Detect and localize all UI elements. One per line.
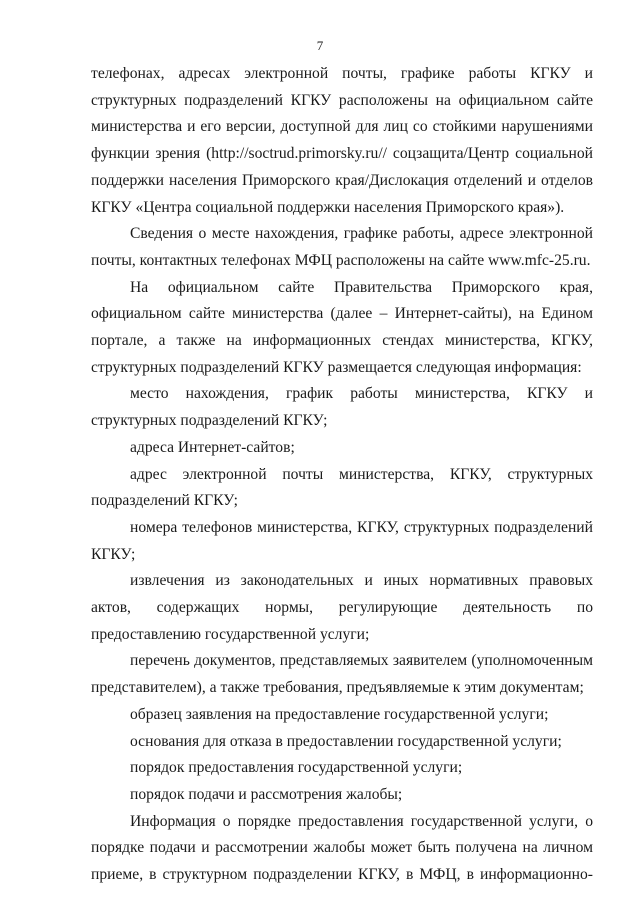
paragraph: номера телефонов министерства, КГКУ, структурных подразделений КГКУ; [91,518,593,563]
page-number: 7 [316,38,324,53]
paragraph: перечень документов, представляемых заявителем (уполномоченным представителем), а также требования, предъявляемые к этим документам; [91,652,593,697]
paragraph: порядок подачи и рассмотрения жалобы; [130,785,403,803]
paragraph: адреса Интернет-сайтов; [130,438,295,456]
paragraph: На официальном сайте Правительства Приморского края, официальном сайте министерства (далее – Интернет-сайты), на Едином портале, а также на информационных стендах министерства, КГКУ, структурных подразделений КГКУ размещается следующая информация: [91,278,593,376]
paragraph: извлечения из законодательных и иных нормативных правовых актов, содержащих нормы, регулирующие деятельность по предоставлению государственной услуги; [91,572,593,643]
paragraph: порядок предоставления государственной услуги; [130,759,463,777]
paragraph: адрес электронной почты министерства, КГКУ, структурных подразделений КГКУ; [91,465,593,510]
paragraph: образец заявления на предоставление государственной услуги; [130,705,549,723]
paragraph: телефонах, адресах электронной почты, графике работы КГКУ и структурных подразделений КГКУ расположены на официальном сайте министерства и его версии, доступной для лиц со стойкими нарушениями функции зрения (http://soctrud.primorsky.ru// соцзащита/Центр социальной поддержки населения Приморского края/Дислокация отделений и отделов КГКУ «Центра социальной поддержки населения Приморского края»). [91,65,593,216]
paragraph: Информация о порядке предоставления государственной услуги, о порядке подачи и рассмотрении жалобы может быть получена на личном приеме, в структурном подразделении КГКУ, в МФЦ, в информационно- [91,812,593,884]
paragraph: основания для отказа в предоставлении государственной услуги; [130,732,562,750]
paragraph: Сведения о месте нахождения, графике работы, адресе электронной почты, контактных телефонах МФЦ расположены на сайте www.mfc-25.ru. [91,225,593,269]
paragraph: место нахождения, график работы министерства, КГКУ и структурных подразделений КГКУ; [91,385,593,430]
document-body [91,61,593,889]
